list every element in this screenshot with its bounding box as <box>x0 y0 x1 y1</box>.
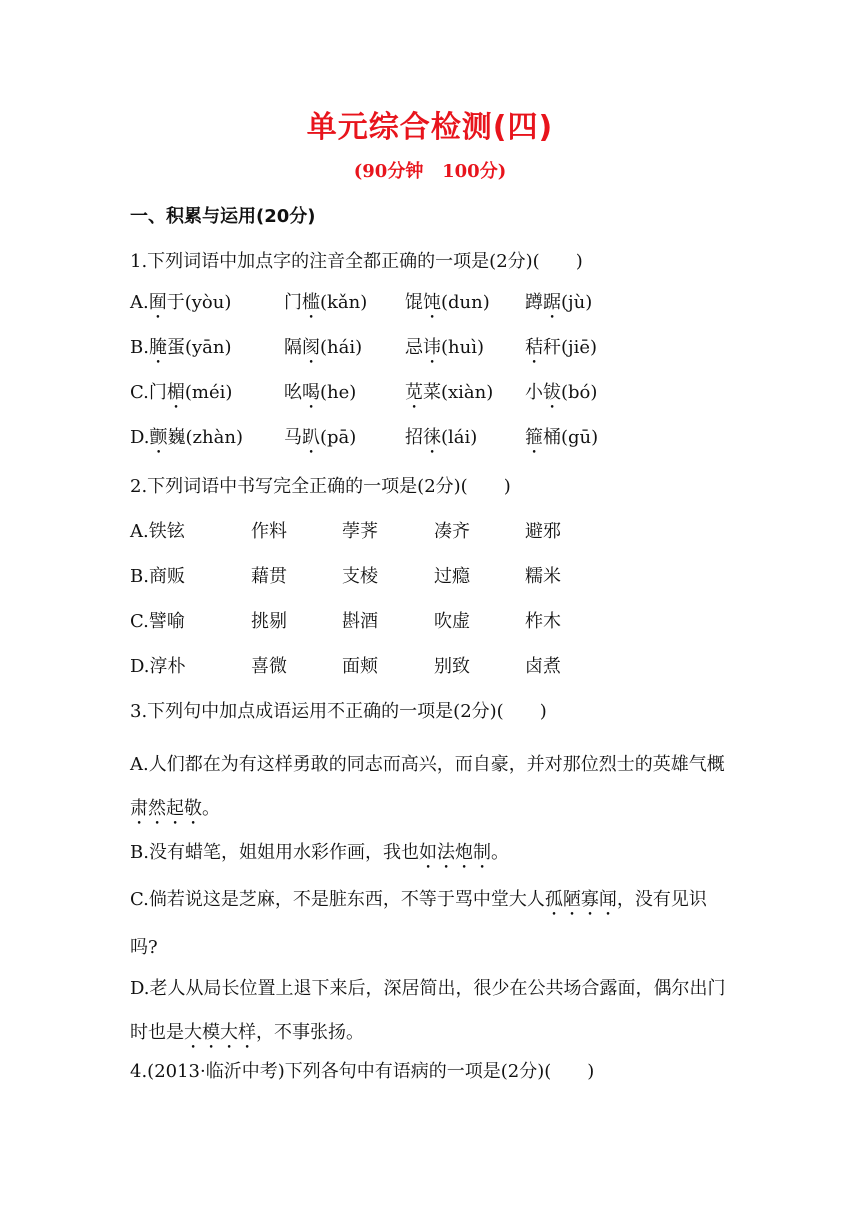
question-1-stem: 1.下列词语中加点字的注音全都正确的一项是(2分)( ) <box>130 251 583 272</box>
q2-word: 荸荠 <box>342 521 378 542</box>
section-heading: 一、积累与运用(20分) <box>130 206 316 227</box>
emphasized-char: 钹 <box>543 382 561 403</box>
question-4-stem: 4.(2013·临沂中考)下列各句中有语病的一项是(2分)( ) <box>130 1061 595 1082</box>
emphasized-char: 楣 <box>166 382 185 403</box>
page-title: 单元综合检测(四) <box>306 110 554 145</box>
q1-term: 苋菜(xiàn) <box>405 382 494 403</box>
q1-term: B.腌蛋(yān) <box>130 337 232 358</box>
q2-word: 凑齐 <box>434 521 470 542</box>
q2-word: 喜微 <box>251 656 287 677</box>
q1-term: A.囿于(yòu) <box>130 292 232 313</box>
emphasized-char: 槛 <box>302 292 320 313</box>
q3-option-c: C.倘若说这是芝麻，不是脏东西，不等于骂中堂大人孤陋寡闻，没有见识吗? <box>130 889 707 958</box>
q2-word: 糯米 <box>525 566 561 587</box>
q1-term: D.颤巍(zhàn) <box>130 427 243 448</box>
q1-term: 招徕(lái) <box>405 427 478 448</box>
q2-word: 斟酒 <box>342 611 378 632</box>
q1-term: 马趴(pā) <box>284 427 357 448</box>
q3-option-d: D.老人从局长位置上退下来后，深居简出，很少在公共场合露面，偶尔出门时也是大模大样，不事张扬。 <box>130 978 726 1043</box>
q2-word: 柞木 <box>525 611 561 632</box>
q1-term: 门槛(kǎn) <box>284 292 368 313</box>
q1-term: 吆喝(he) <box>284 382 357 403</box>
q2-word: A.铁铉 <box>130 521 185 542</box>
emphasized-char: 趴 <box>302 427 320 448</box>
q2-word: 吹虚 <box>434 611 470 632</box>
q2-word: 支棱 <box>342 566 378 587</box>
emphasized-char: 腌 <box>148 337 167 358</box>
emphasized-char: 徕 <box>423 427 441 448</box>
emphasized-char: 颤 <box>149 427 168 448</box>
emphasized-idiom: 孤陋寡闻 <box>544 889 617 910</box>
emphasized-char: 饨 <box>423 292 441 313</box>
emphasized-char: 箍 <box>525 427 543 448</box>
q1-term: 隔阂(hái) <box>284 337 363 358</box>
q1-term: 忌讳(huì) <box>405 337 484 358</box>
emphasized-char: 囿 <box>148 292 167 313</box>
q1-term: C.门楣(méi) <box>130 382 233 403</box>
question-3-stem: 3.下列句中加点成语运用不正确的一项是(2分)( ) <box>130 701 547 722</box>
q2-word: B.商贩 <box>130 566 185 587</box>
emphasized-char: 喝 <box>302 382 320 403</box>
q2-word: D.淳朴 <box>130 656 186 677</box>
q1-term: 蹲踞(jù) <box>525 292 593 313</box>
emphasized-idiom: 大模大样 <box>184 1022 256 1043</box>
q3-option-a: A.人们都在为有这样勇敢的同志而高兴，而自豪，并对那位烈士的英雄气概肃然起敬。 <box>130 754 725 819</box>
emphasized-char: 阂 <box>302 337 320 358</box>
emphasized-idiom: 如法炮制 <box>418 842 491 863</box>
emphasized-idiom: 肃然起敬 <box>130 798 202 819</box>
q2-word: 别致 <box>434 656 470 677</box>
q2-word: 挑剔 <box>251 611 287 632</box>
emphasized-char: 苋 <box>405 382 423 403</box>
q2-word: 卤煮 <box>525 656 561 677</box>
q1-term: 馄饨(dun) <box>405 292 490 313</box>
question-2-stem: 2.下列词语中书写完全正确的一项是(2分)( ) <box>130 476 511 497</box>
q2-word: 过瘾 <box>434 566 470 587</box>
q2-word: 作料 <box>251 521 287 542</box>
q1-term: 秸秆(jiē) <box>525 337 598 358</box>
q1-term: 小钹(bó) <box>525 382 598 403</box>
q2-word: 面颊 <box>342 656 378 677</box>
emphasized-char: 讳 <box>423 337 441 358</box>
q2-word: C.譬喻 <box>130 611 185 632</box>
q2-word: 藉贯 <box>251 566 287 587</box>
q1-term: 箍桶(gū) <box>525 427 599 448</box>
time-score-subtitle: (90分钟 100分) <box>353 161 507 182</box>
q2-word: 避邪 <box>525 521 561 542</box>
emphasized-char: 踞 <box>543 292 561 313</box>
q3-option-b: B.没有蜡笔，姐姐用水彩作画，我也如法炮制。 <box>130 842 509 863</box>
emphasized-char: 秸 <box>525 337 543 358</box>
